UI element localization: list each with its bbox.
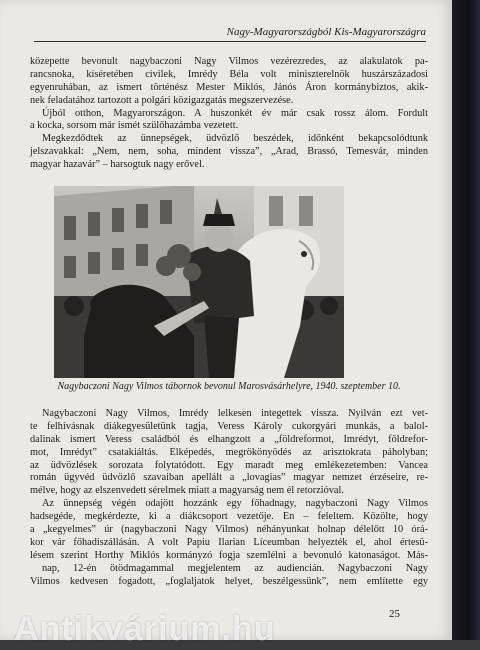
text-line: nek feladatához tartozott a polgári közigazgatás megszervezése.	[30, 94, 294, 106]
watermark-text: Antikvárium.hu	[14, 610, 276, 648]
text-line: Újból otthon, Magyarországon. A huszonkét év már csak rossz álom. Fordult	[42, 107, 428, 119]
text-line: Megkezdődtek az ünnepségek, üdvözlő beszédek, időnként bekapcsolódtunk	[42, 133, 428, 145]
text-line: a „kegyelmes” úr (nagybaczoni Nagy Vilmos) néhányunkat holnap délelőtt 10 órá-	[30, 524, 428, 536]
text-line: a kocka, sorsom már ismét szülőhazámba vezetett.	[30, 120, 239, 132]
text-line: Az ünnepség végén odajött hozzánk egy főhadnagy, nagybaczoni Nagy Vilmos	[42, 498, 428, 510]
book-spine	[452, 0, 480, 640]
text-line: Nagybaczoni Nagy Vilmos, Imrédy lelkesen integettek vissza. Nyilván ezt vet-	[42, 408, 428, 419]
text-line: Vilmos kedvesen fogadott, „foglaljatok helyet, beszélgessünk”, nem említette egy	[30, 575, 428, 587]
text-line: mot, Imrédyt” csatakiáltás. Elképedés, megrökönyödés az arisztokrata páholyban;	[30, 446, 428, 458]
paragraph-block-bottom	[30, 408, 428, 588]
text-line: román ügyvéd üdvözlő szavaiban apellált a „lovagias” magyar nemzet érzéseire, re-	[30, 472, 428, 484]
text-line: lésem szerint Horthy Miklós kormányzó fogja szemlélni a bevonuló katonaságot. Más-	[30, 549, 428, 561]
page-number: 25	[389, 608, 400, 620]
text-line: mélve, hogy az elszenvedett sérelmek miatt a magyarság nem él retorzióval.	[30, 485, 344, 497]
text-line: egyenruhában, az ismert történész Mester Miklós, Jánós Áron kormánybiztos, akik-	[30, 81, 428, 93]
text-line: az üdvözlések sorozata folytatódott. Egy maradt meg emlékezetemben: Vancea	[30, 459, 428, 471]
text-line: rancsnoka, kíséretében civilek, Imrédy Béla volt miniszterelnök huszárszázadosi	[30, 68, 428, 80]
paragraph-block-top	[30, 56, 428, 172]
text-line: dalinak ismert Veress családból és elhangzott a „földreformot, Imrédyt, földrefor-	[30, 433, 428, 445]
text-line: jelszavakkal: „Nem, nem, soha, mindent vissza”, „Arad, Brassó, Temesvár, minden	[30, 146, 428, 158]
running-header: Nagy-Magyarországból Kis-Magyarországra	[34, 26, 426, 42]
text-line: hadsegéde, megkérdezte, ki a diákcsoport vezetője. En – feleltem. Közölte, hogy	[30, 511, 428, 523]
text-line: te felhívásnak diákegyesületünk tagja, Veress Károly cukorgyári munkás, a balol-	[30, 420, 428, 432]
photo-caption: Nagybaczoni Nagy Vilmos tábornok bevonul Marosvásárhelyre, 1940. szeptember 10.	[57, 381, 401, 392]
historical-photograph	[54, 186, 344, 378]
text-line: közepette bevonult nagybaczoni Nagy Vilmos vezérezredes, az alakulatok pa-	[30, 56, 428, 67]
text-line: kor vár főhadiszállásán. A volt Papiu Ilarian Líceumban helyezték el, ahol értesü-	[30, 536, 428, 548]
text-line: nap, 12-én ötödmagammal megjelentem az audiencián. Nagybaczoni Nagy	[42, 562, 428, 574]
text-line: magyar hazavár” – harsogtuk nagy erővel.	[30, 159, 205, 171]
